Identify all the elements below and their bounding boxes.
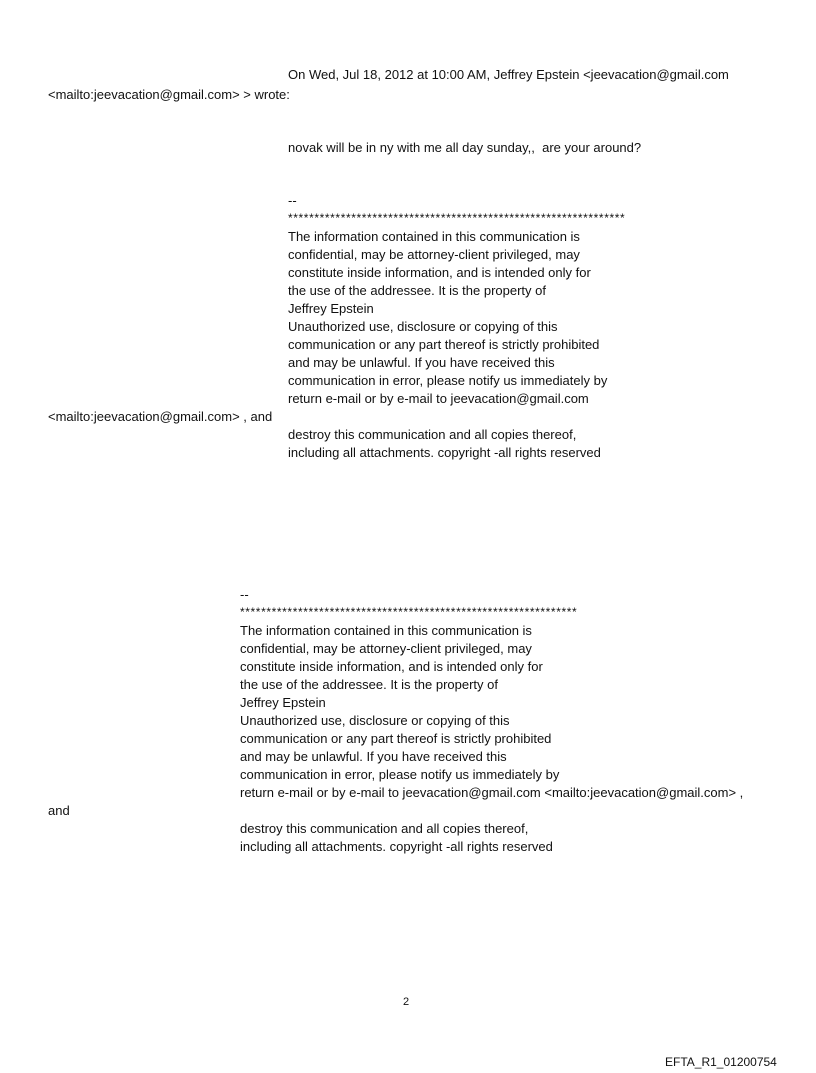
disclaimer-line: confidential, may be attorney-client privileged, may: [240, 641, 532, 656]
disclaimer-line: constitute inside information, and is intended only for: [288, 265, 591, 280]
disclaimer-line: the use of the addressee. It is the property of: [288, 283, 546, 298]
disclaimer-line: including all attachments. copyright -all rights reserved: [288, 445, 601, 460]
disclaimer-line: and may be unlawful. If you have received this: [288, 355, 555, 370]
disclaimer-line: and may be unlawful. If you have received this: [240, 749, 507, 764]
email-header-line2: <mailto:jeevacation@gmail.com> > wrote:: [48, 87, 290, 102]
disclaimer-line: return e-mail or by e-mail to jeevacation@gmail.com: [288, 391, 589, 406]
disclaimer-line: Unauthorized use, disclosure or copying of this: [240, 713, 510, 728]
disclaimer-separator: ****************************************************************: [288, 211, 626, 225]
disclaimer-line: including all attachments. copyright -all rights reserved: [240, 839, 553, 854]
disclaimer-line: destroy this communication and all copies thereof,: [288, 427, 577, 442]
disclaimer-dash: --: [240, 587, 249, 602]
disclaimer-line: Jeffrey Epstein: [240, 695, 326, 710]
disclaimer-mailto-line: <mailto:jeevacation@gmail.com> , and: [48, 409, 273, 424]
disclaimer-dash: --: [288, 193, 297, 208]
disclaimer-separator: ****************************************************************: [240, 605, 578, 619]
disclaimer-line: Unauthorized use, disclosure or copying of this: [288, 319, 558, 334]
disclaimer-line: return e-mail or by e-mail to jeevacation@gmail.com <mailto:jeevacation@gmail.com> ,: [240, 785, 744, 800]
email-header-line1: On Wed, Jul 18, 2012 at 10:00 AM, Jeffrey Epstein <jeevacation@gmail.com: [288, 67, 729, 82]
disclaimer-line: confidential, may be attorney-client privileged, may: [288, 247, 580, 262]
disclaimer-line: communication in error, please notify us immediately by: [288, 373, 608, 388]
disclaimer-line: The information contained in this communication is: [240, 623, 532, 638]
disclaimer-and: and: [48, 803, 70, 818]
disclaimer-line: constitute inside information, and is intended only for: [240, 659, 543, 674]
page-number: 2: [403, 996, 410, 1008]
message-body: novak will be in ny with me all day sunday,, are your around?: [288, 140, 642, 155]
disclaimer-line: communication or any part thereof is strictly prohibited: [288, 337, 600, 352]
disclaimer-line: the use of the addressee. It is the property of: [240, 677, 498, 692]
disclaimer-line: Jeffrey Epstein: [288, 301, 374, 316]
disclaimer-line: The information contained in this communication is: [288, 229, 580, 244]
disclaimer-line: communication in error, please notify us immediately by: [240, 767, 560, 782]
disclaimer-line: communication or any part thereof is strictly prohibited: [240, 731, 552, 746]
disclaimer-line: destroy this communication and all copies thereof,: [240, 821, 529, 836]
bates-number: EFTA_R1_01200754: [665, 1055, 777, 1069]
